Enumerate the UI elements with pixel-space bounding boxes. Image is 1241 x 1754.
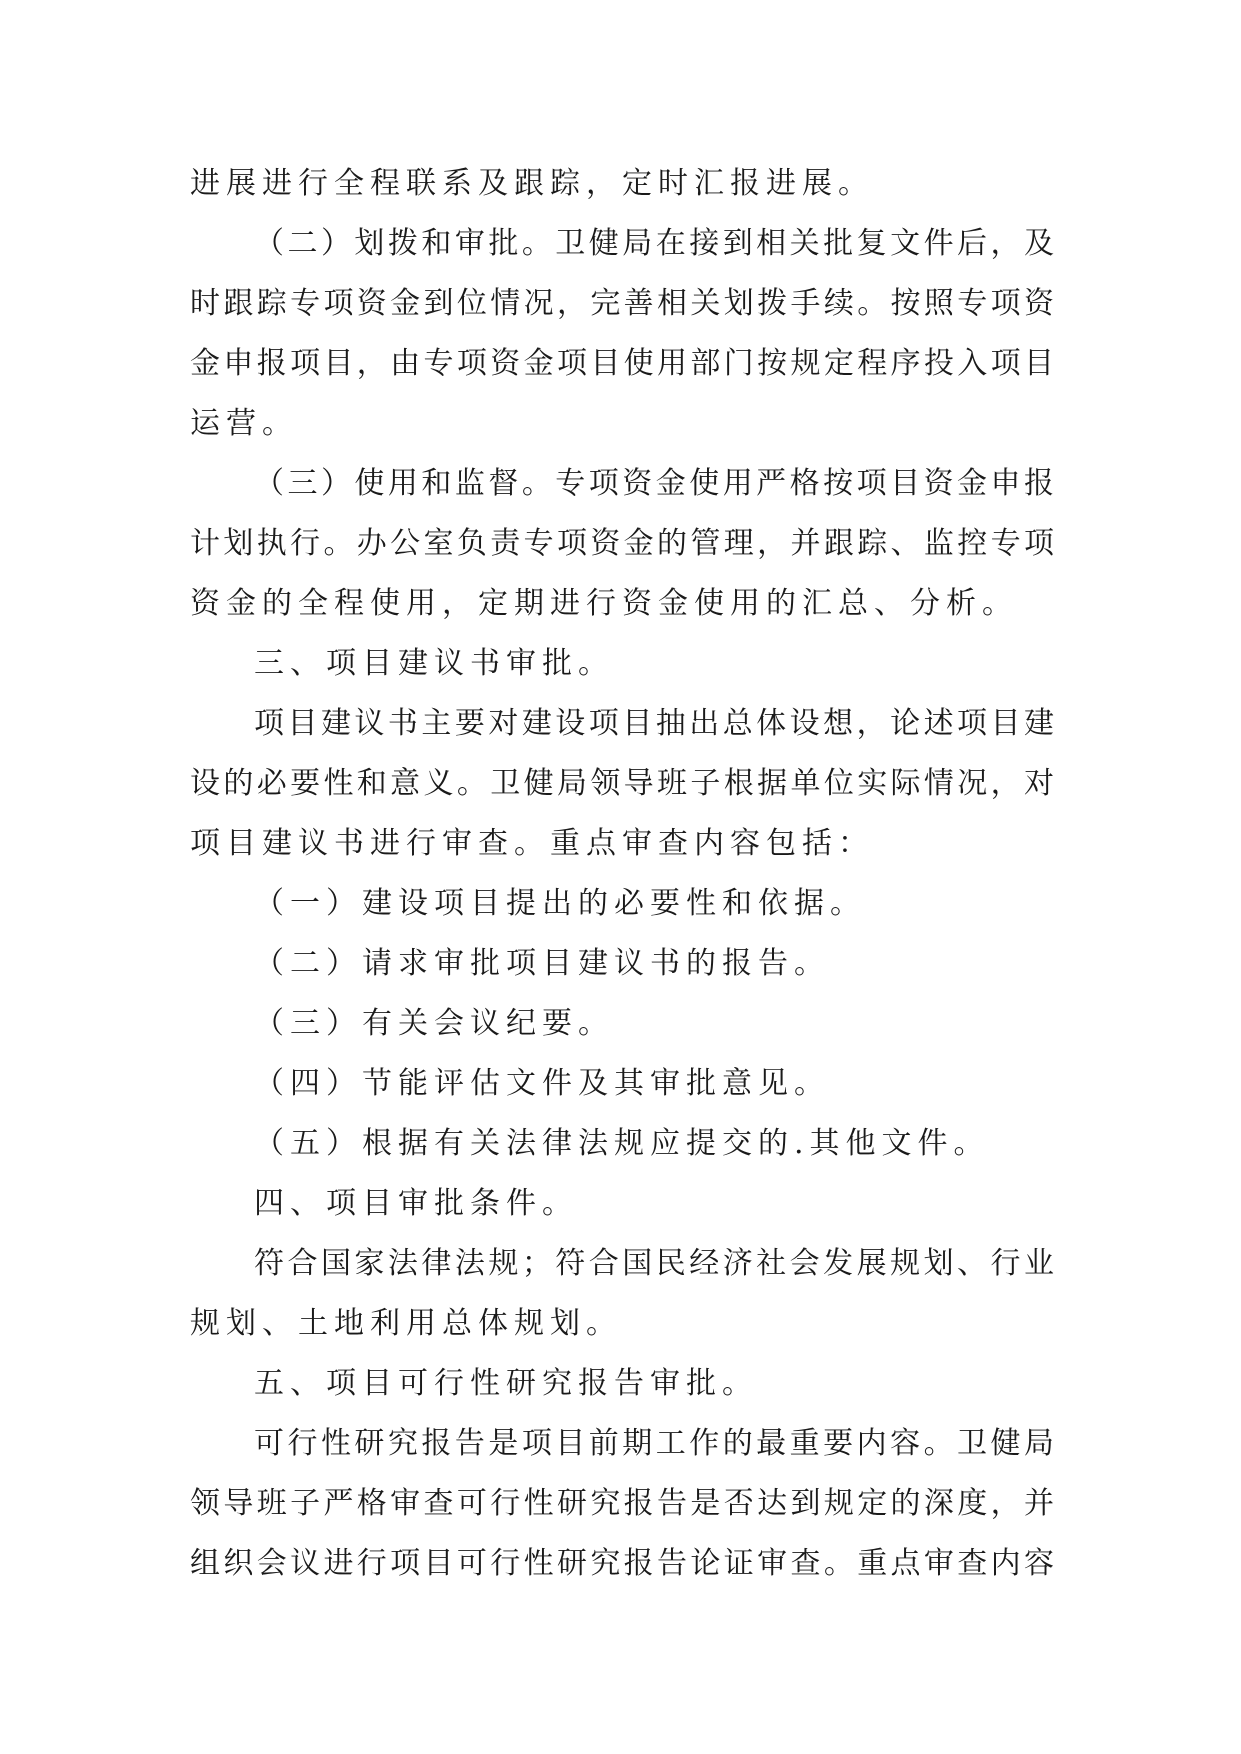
paragraph-line: 计划执行。办公室负责专项资金的管理，并跟踪、监控专项 xyxy=(190,526,1054,561)
section-heading: 四、项目审批条件。 xyxy=(254,1186,578,1221)
paragraph-line: 设的必要性和意义。卫健局领导班子根据单位实际情况，对 xyxy=(190,766,1054,801)
paragraph-line: 金申报项目，由专项资金项目使用部门按规定程序投入项目 xyxy=(190,346,1054,381)
paragraph-line: （二）划拨和审批。卫健局在接到相关批复文件后，及 xyxy=(254,226,1054,261)
list-item: （一）建设项目提出的必要性和依据。 xyxy=(254,886,866,921)
paragraph-line: 符合国家法律法规；符合国民经济社会发展规划、行业 xyxy=(254,1246,1054,1281)
paragraph-line: 资金的全程使用，定期进行资金使用的汇总、分析。 xyxy=(190,586,1018,621)
paragraph-line: 规划、土地利用总体规划。 xyxy=(190,1306,622,1341)
list-item: （四）节能评估文件及其审批意见。 xyxy=(254,1066,830,1101)
paragraph-line: 领导班子严格审查可行性研究报告是否达到规定的深度，并 xyxy=(190,1486,1054,1521)
section-heading: 三、项目建议书审批。 xyxy=(254,646,614,681)
list-item: （二）请求审批项目建议书的报告。 xyxy=(254,946,830,981)
paragraph-line: 时跟踪专项资金到位情况，完善相关划拨手续。按照专项资 xyxy=(190,286,1054,321)
paragraph-line: 项目建议书主要对建设项目抽出总体设想，论述项目建 xyxy=(254,706,1054,741)
paragraph-line: 进展进行全程联系及跟踪，定时汇报进展。 xyxy=(190,166,874,201)
document-body xyxy=(190,154,1054,1594)
paragraph-line: 运营。 xyxy=(190,406,298,441)
paragraph-line: 组织会议进行项目可行性研究报告论证审查。重点审查内容 xyxy=(190,1546,1054,1581)
section-heading: 五、项目可行性研究报告审批。 xyxy=(254,1366,758,1401)
list-item: （三）有关会议纪要。 xyxy=(254,1006,614,1041)
paragraph-line: 可行性研究报告是项目前期工作的最重要内容。卫健局 xyxy=(254,1426,1054,1461)
paragraph-line: （三）使用和监督。专项资金使用严格按项目资金申报 xyxy=(254,466,1054,501)
paragraph-line: 项目建议书进行审查。重点审查内容包括： xyxy=(190,826,874,861)
list-item: （五）根据有关法律法规应提交的.其他文件。 xyxy=(254,1126,990,1161)
